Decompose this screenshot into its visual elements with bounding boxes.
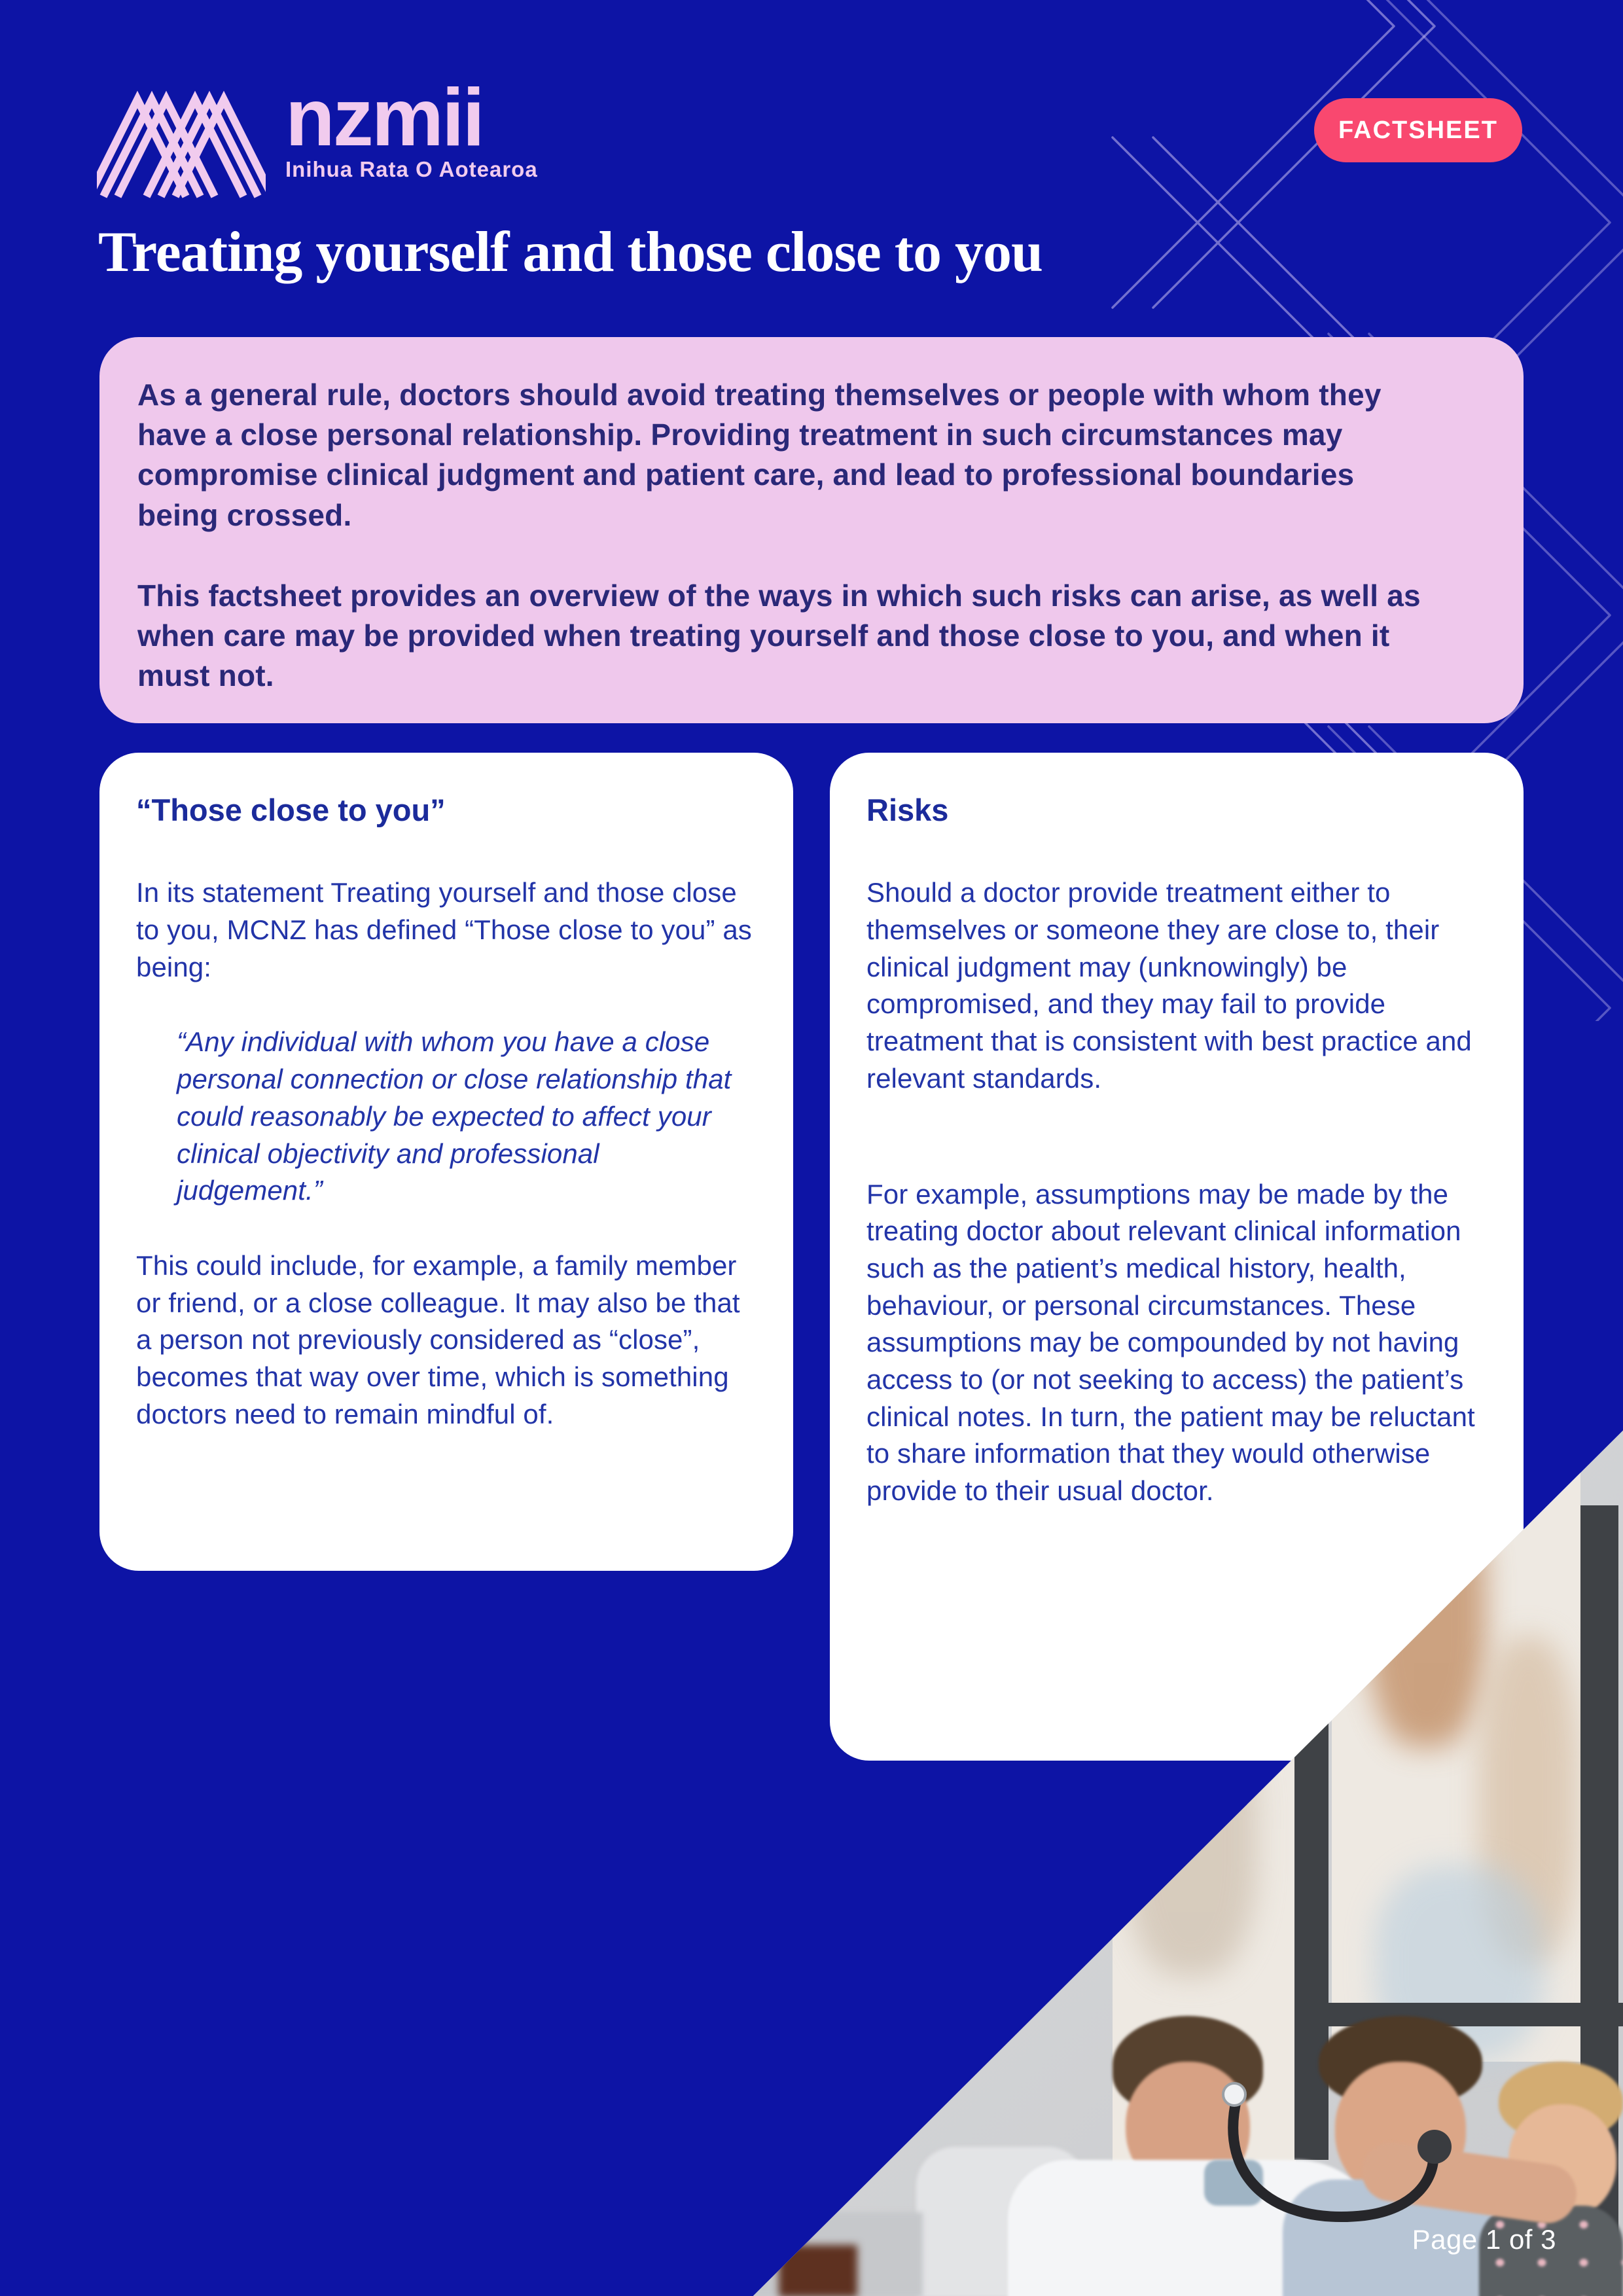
intro-paragraph-2: This factsheet provides an overview of the ways in which such risks can arise, as well as when care may be provided when treating yourself and those close to you, and when it must not. (137, 578, 1421, 693)
card-body-definition-examples: This could include, for example, a family member or friend, or a close colleague. It may also be that a person not previously considered as “close”, becomes that way over time, which is something doctors need to remain mindful of. (136, 1249, 740, 1429)
card-body-risks-1: Should a doctor provide treatment either to themselves or someone they are close to, their clinical judgment may (unknowingly) be compromised, and they may fail to provide treatment that is consistent with best practice and relevant standards. (866, 877, 1472, 1094)
page-title: Treating yourself and those close to you (98, 221, 1043, 284)
nzmii-logo-mark-icon (97, 85, 266, 202)
logo-wordmark: nzmii (285, 73, 483, 163)
logo-tagline: Inihua Rata O Aotearoa (285, 157, 538, 182)
intro-box (99, 337, 1524, 723)
intro-paragraph-1: As a general rule, doctors should avoid treating themselves or people with whom they have a close personal relationship. Providing treatment in such circumstances may compromise clinical judgment and patient care, and lead to professional boundaries being crossed. (137, 378, 1382, 532)
card-those-close-to-you (99, 753, 793, 1571)
nzmii-logo (97, 73, 538, 202)
card-heading-those-close: “Those close to you” (136, 793, 446, 827)
mcnz-definition-quote: “Any individual with whom you have a close personal connection or close relationship that could reasonably be expected to affect your clinical objectivity and professional judgement.” (177, 1026, 732, 1206)
page-number: Page 1 of 3 (1412, 2224, 1556, 2255)
card-heading-risks: Risks (866, 793, 949, 827)
factsheet-badge: FACTSHEET (1314, 98, 1522, 162)
card-body-risks-2: For example, assumptions may be made by the treating doctor about relevant clinical information such as the patient’s medical history, health, behaviour, or personal circumstances. These assumptions may be compounded by not having access to (or not seeking to access) the patient’s clinical notes. In turn, the patient may be reluctant to share information that they would otherwise provide to their usual doctor. (866, 1178, 1475, 1507)
card-risks (830, 753, 1524, 1761)
card-body-definition-lead: In its statement Treating yourself and those close to you, MCNZ has defined “Those close to you” as being: (136, 877, 752, 982)
